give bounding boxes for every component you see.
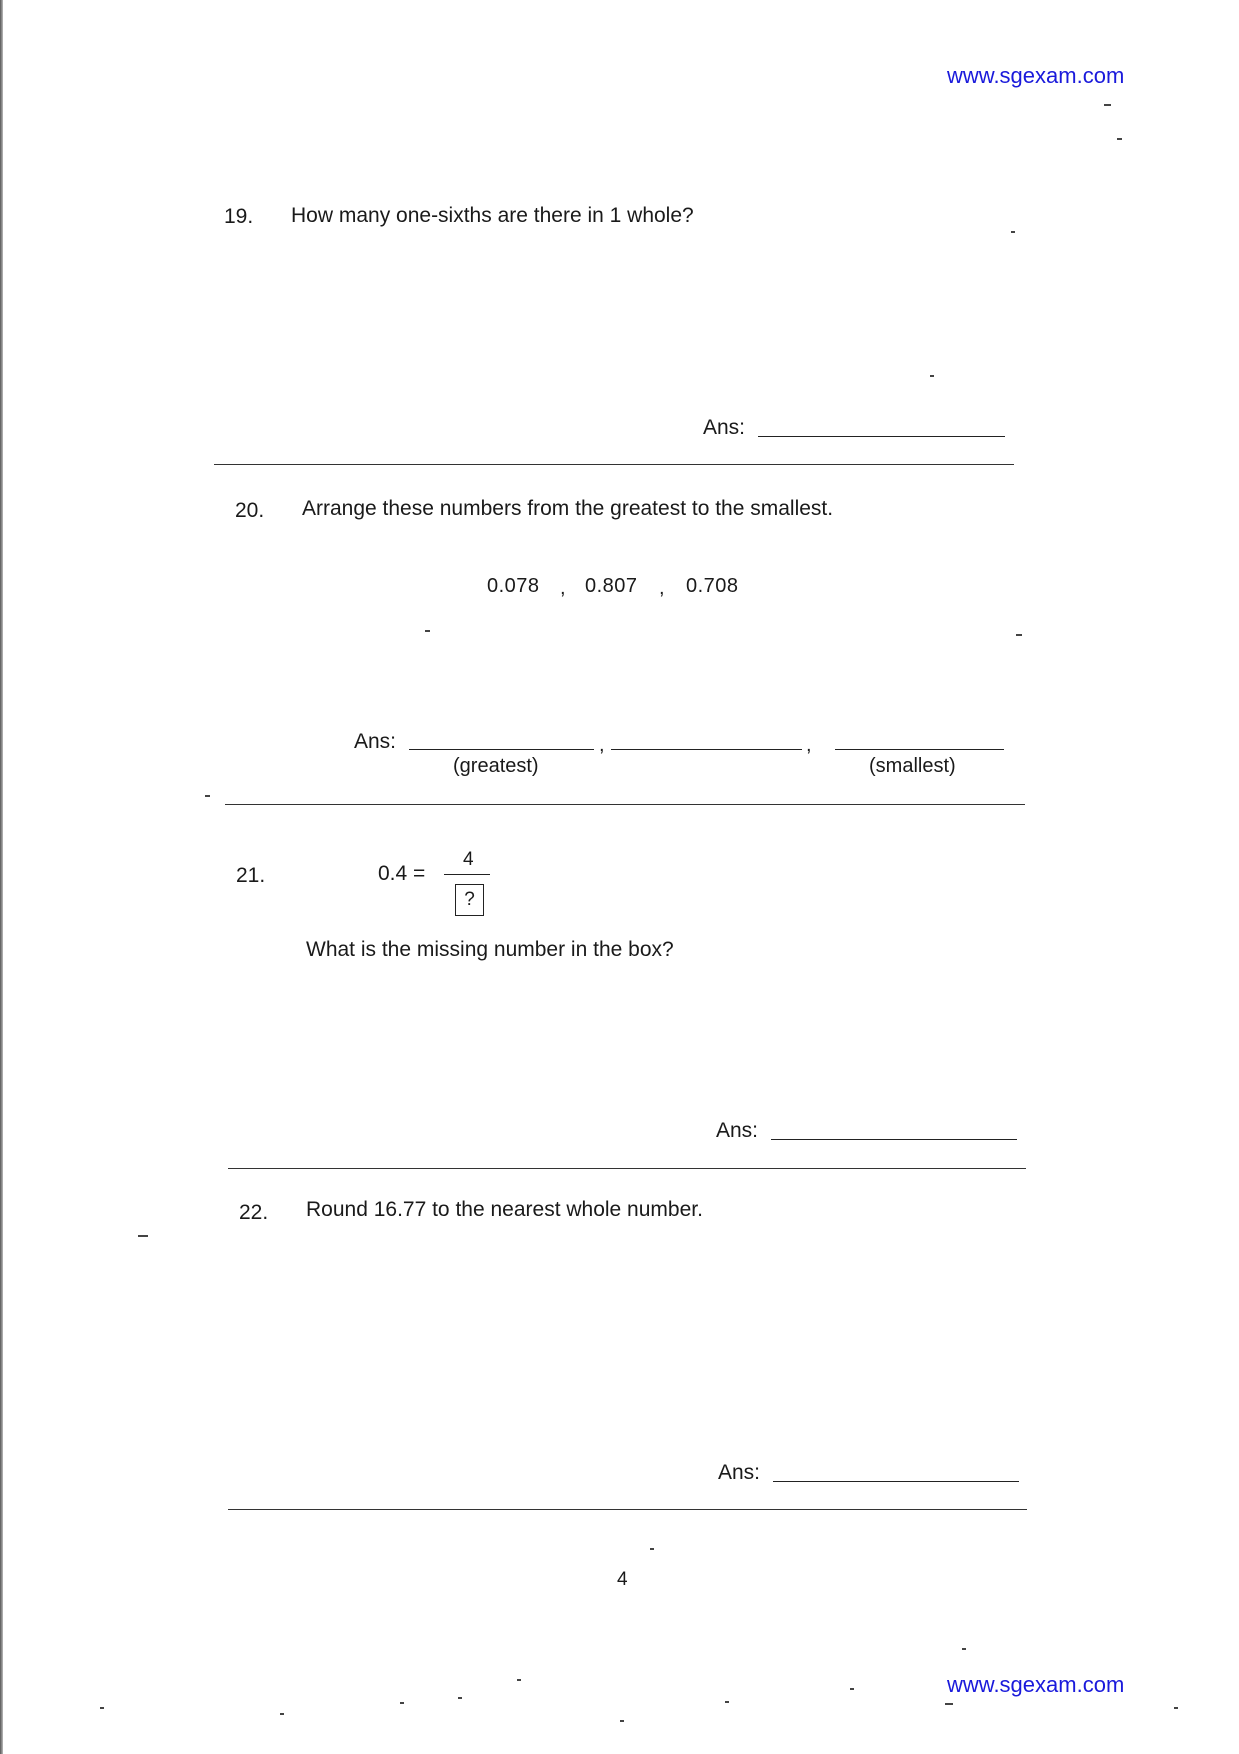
equation-left: 0.4 =: [378, 862, 426, 885]
separator-1: ,: [560, 577, 567, 599]
header-site-link[interactable]: www.sgexam.com: [947, 63, 1125, 88]
number-2: 0.807: [585, 575, 638, 597]
scan-speck: [1174, 1707, 1178, 1709]
scan-speck: [425, 630, 430, 632]
fraction-bar: [444, 874, 490, 875]
greatest-label: (greatest): [453, 755, 539, 777]
scan-speck: [400, 1702, 404, 1704]
question-20-text: Arrange these numbers from the greatest to the smallest.: [302, 497, 834, 520]
separator-2: ,: [659, 577, 666, 599]
divider-21: [228, 1168, 1026, 1169]
scan-speck: [138, 1235, 148, 1237]
number-3: 0.708: [686, 575, 739, 597]
scan-speck: [620, 1720, 624, 1722]
question-22-number: 22.: [239, 1201, 269, 1224]
question-22-answer-line[interactable]: [773, 1481, 1019, 1482]
scan-speck: [1117, 138, 1122, 140]
scan-speck: [205, 795, 210, 797]
number-1: 0.078: [487, 575, 540, 597]
question-21-answer-label: Ans:: [716, 1119, 759, 1142]
question-21-text: What is the missing number in the box?: [306, 938, 674, 961]
fraction-numerator: 4: [463, 849, 474, 870]
page-number: 4: [617, 1569, 628, 1590]
question-20-number: 20.: [235, 499, 265, 522]
question-20-answer-label: Ans:: [354, 730, 397, 753]
question-21-answer-line[interactable]: [771, 1139, 1017, 1140]
scan-left-edge: [0, 0, 3, 1754]
scan-speck: [1104, 104, 1111, 106]
answer-blank-smallest[interactable]: [835, 749, 1004, 750]
scan-speck: [1016, 634, 1022, 636]
scan-speck: [280, 1713, 284, 1715]
divider-22: [228, 1509, 1027, 1510]
question-21-number: 21.: [236, 864, 266, 887]
scan-speck: [100, 1707, 104, 1709]
question-19-answer-line[interactable]: [758, 436, 1005, 437]
scan-speck: [850, 1688, 854, 1690]
scan-speck: [650, 1548, 654, 1550]
scan-speck: [962, 1648, 966, 1650]
question-22-text: Round 16.77 to the nearest whole number.: [306, 1198, 703, 1221]
scan-speck: [458, 1697, 462, 1699]
scan-speck: [930, 375, 934, 377]
answer-separator-1: ,: [599, 734, 605, 756]
question-19-text: How many one-sixths are there in 1 whole?: [291, 204, 694, 227]
footer-site-link[interactable]: www.sgexam.com: [947, 1672, 1125, 1697]
missing-number-box: ?: [455, 884, 484, 916]
answer-separator-2: ,: [806, 734, 812, 756]
answer-blank-middle[interactable]: [611, 749, 802, 750]
smallest-label: (smallest): [869, 755, 956, 777]
scan-speck: [725, 1701, 729, 1703]
divider-19: [214, 464, 1014, 465]
question-19-number: 19.: [224, 205, 254, 228]
scan-speck: [1011, 231, 1015, 233]
answer-blank-greatest[interactable]: [409, 749, 594, 750]
scan-speck: [517, 1679, 521, 1681]
scan-speck: [945, 1703, 953, 1705]
divider-20: [225, 804, 1025, 805]
question-22-answer-label: Ans:: [718, 1461, 761, 1484]
question-19-answer-label: Ans:: [703, 416, 746, 439]
